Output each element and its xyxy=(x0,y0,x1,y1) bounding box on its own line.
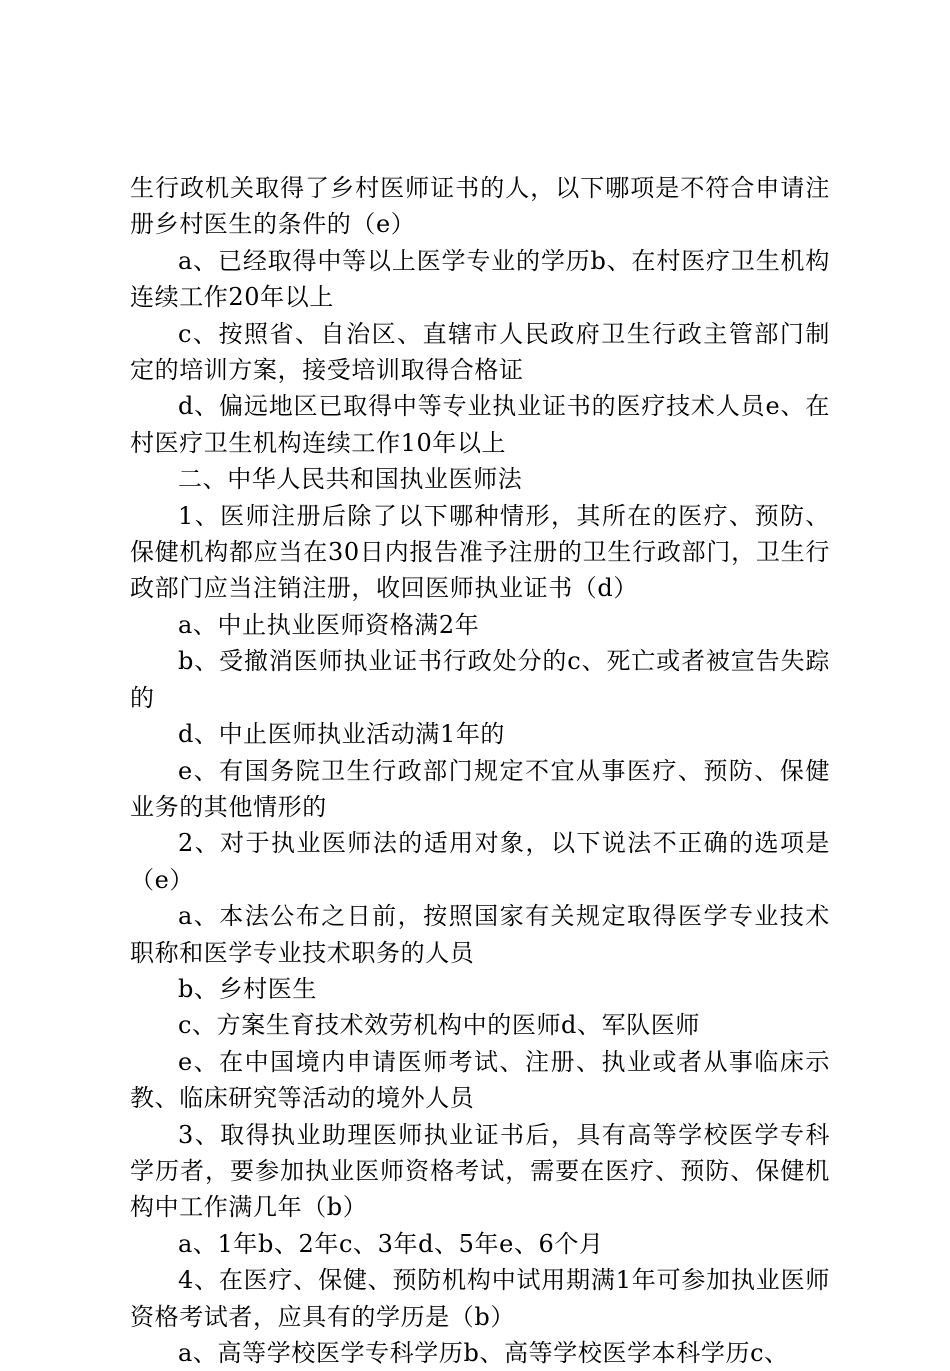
question-1-option-b-c: b、受撤消医师执业证书行政处分的c、死亡或者被宣告失踪的 xyxy=(130,647,830,712)
question-3: 3、取得执业助理医师执业证书后，具有高等学校医学专科学历者，要参加执业医师资格考试，需要在医疗、预防、保健机构中工作满几年（b） xyxy=(130,1120,830,1222)
question-3-options: a、1年b、2年c、3年d、5年e、6个月 xyxy=(178,1229,604,1258)
question-2: 2、对于执业医师法的适用对象，以下说法不正确的选项是（e） xyxy=(130,829,830,894)
paragraph-2: a、已经取得中等以上医学专业的学历b、在村医疗卫生机构连续工作20年以上 xyxy=(130,246,830,312)
paragraph-3: c、按照省、自治区、直辖市人民政府卫生行政主管部门制定的培训方案，接受培训取得合格证 xyxy=(130,319,830,385)
question-2-option-e: e、在中国境内申请医师考试、注册、执业或者从事临床示教、临床研究等活动的境外人员 xyxy=(130,1047,830,1113)
question-2-option-b: b、乡村医生 xyxy=(178,974,317,1003)
section-heading: 二、中华人民共和国执业医师法 xyxy=(178,465,523,494)
question-2-option-c-d: c、方案生育技术效劳机构中的医师d、军队医师 xyxy=(178,1011,701,1040)
question-1-option-d: d、中止医师执业活动满1年的 xyxy=(178,720,506,749)
question-4-options: a、高等学校医学专科学历b、高等学校医学本科学历c、 xyxy=(178,1339,789,1367)
question-4: 4、在医疗、保健、预防机构中试用期满1年可参加执业医师资格考试者，应具有的学历是（b） xyxy=(130,1266,830,1331)
document-page xyxy=(130,170,830,1371)
question-2-option-a: a、本法公布之日前，按照国家有关规定取得医学专业技术职称和医学专业技术职务的人员 xyxy=(130,902,830,967)
paragraph-4: d、偏远地区已取得中等专业执业证书的医疗技术人员e、在村医疗卫生机构连续工作10年以上 xyxy=(130,392,830,457)
question-1-option-a: a、中止执业医师资格满2年 xyxy=(178,610,480,639)
question-1: 1、医师注册后除了以下哪种情形，其所在的医疗、预防、保健机构都应当在30日内报告准予注册的卫生行政部门，卫生行政部门应当注销注册，收回医师执业证书（d） xyxy=(130,501,830,603)
paragraph-1: 生行政机关取得了乡村医师证书的人，以下哪项是不符合申请注册乡村医生的条件的（e） xyxy=(130,174,830,239)
question-1-option-e: e、有国务院卫生行政部门规定不宜从事医疗、预防、保健业务的其他情形的 xyxy=(130,756,830,821)
